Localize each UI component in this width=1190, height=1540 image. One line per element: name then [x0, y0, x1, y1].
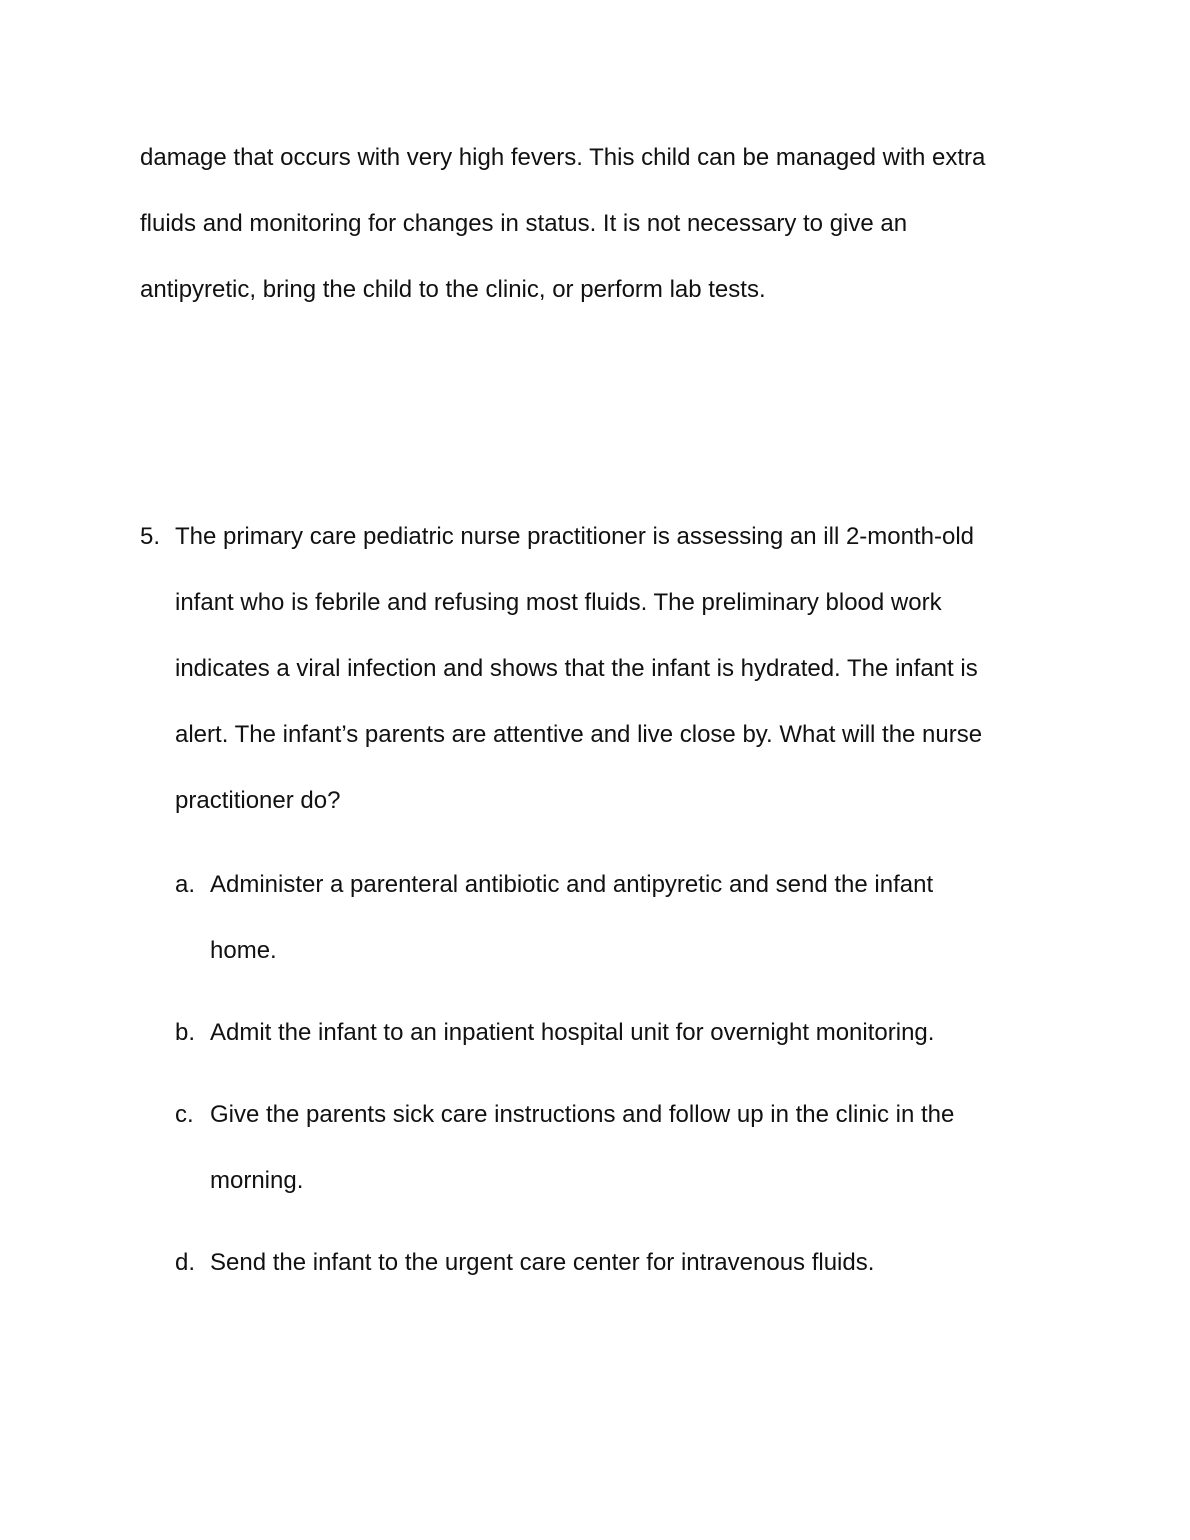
option-letter: c.	[175, 1101, 194, 1128]
option-line: morning.	[210, 1167, 304, 1194]
option-text	[210, 1000, 1030, 1066]
question-line: The primary care pediatric nurse practitioner is assessing an ill 2-month-old	[175, 523, 975, 550]
question-line: alert. The infant’s parents are attentive and live close by. What will the nurse	[175, 721, 983, 748]
option-letter: b.	[175, 1019, 196, 1046]
intro-line: fluids and monitoring for changes in status. It is not necessary to give an	[140, 210, 908, 237]
question-stem	[140, 504, 1050, 834]
question-number: 5.	[140, 523, 161, 550]
option-line: Administer a parenteral antibiotic and antipyretic and send the infant	[210, 871, 934, 898]
option-letter: a.	[175, 871, 196, 898]
question-line: indicates a viral infection and shows that the infant is hydrated. The infant is	[175, 655, 978, 682]
intro-line: damage that occurs with very high fevers. This child can be managed with extra	[140, 144, 986, 171]
option-line: Give the parents sick care instructions and follow up in the clinic in the	[210, 1101, 955, 1128]
option-letter: d.	[175, 1249, 196, 1276]
option-line: home.	[210, 937, 277, 964]
option-text	[210, 1082, 1030, 1214]
option-line: Admit the infant to an inpatient hospital unit for overnight monitoring.	[210, 1019, 935, 1046]
option-line: Send the infant to the urgent care center for intravenous fluids.	[210, 1249, 875, 1276]
question-5	[140, 504, 1050, 834]
question-line: practitioner do?	[175, 787, 341, 814]
option-text	[210, 852, 1030, 984]
intro-line: antipyretic, bring the child to the clinic, or perform lab tests.	[140, 276, 766, 303]
intro-paragraph	[140, 125, 1040, 323]
option-text	[210, 1230, 1030, 1296]
question-line: infant who is febrile and refusing most fluids. The preliminary blood work	[175, 589, 942, 616]
